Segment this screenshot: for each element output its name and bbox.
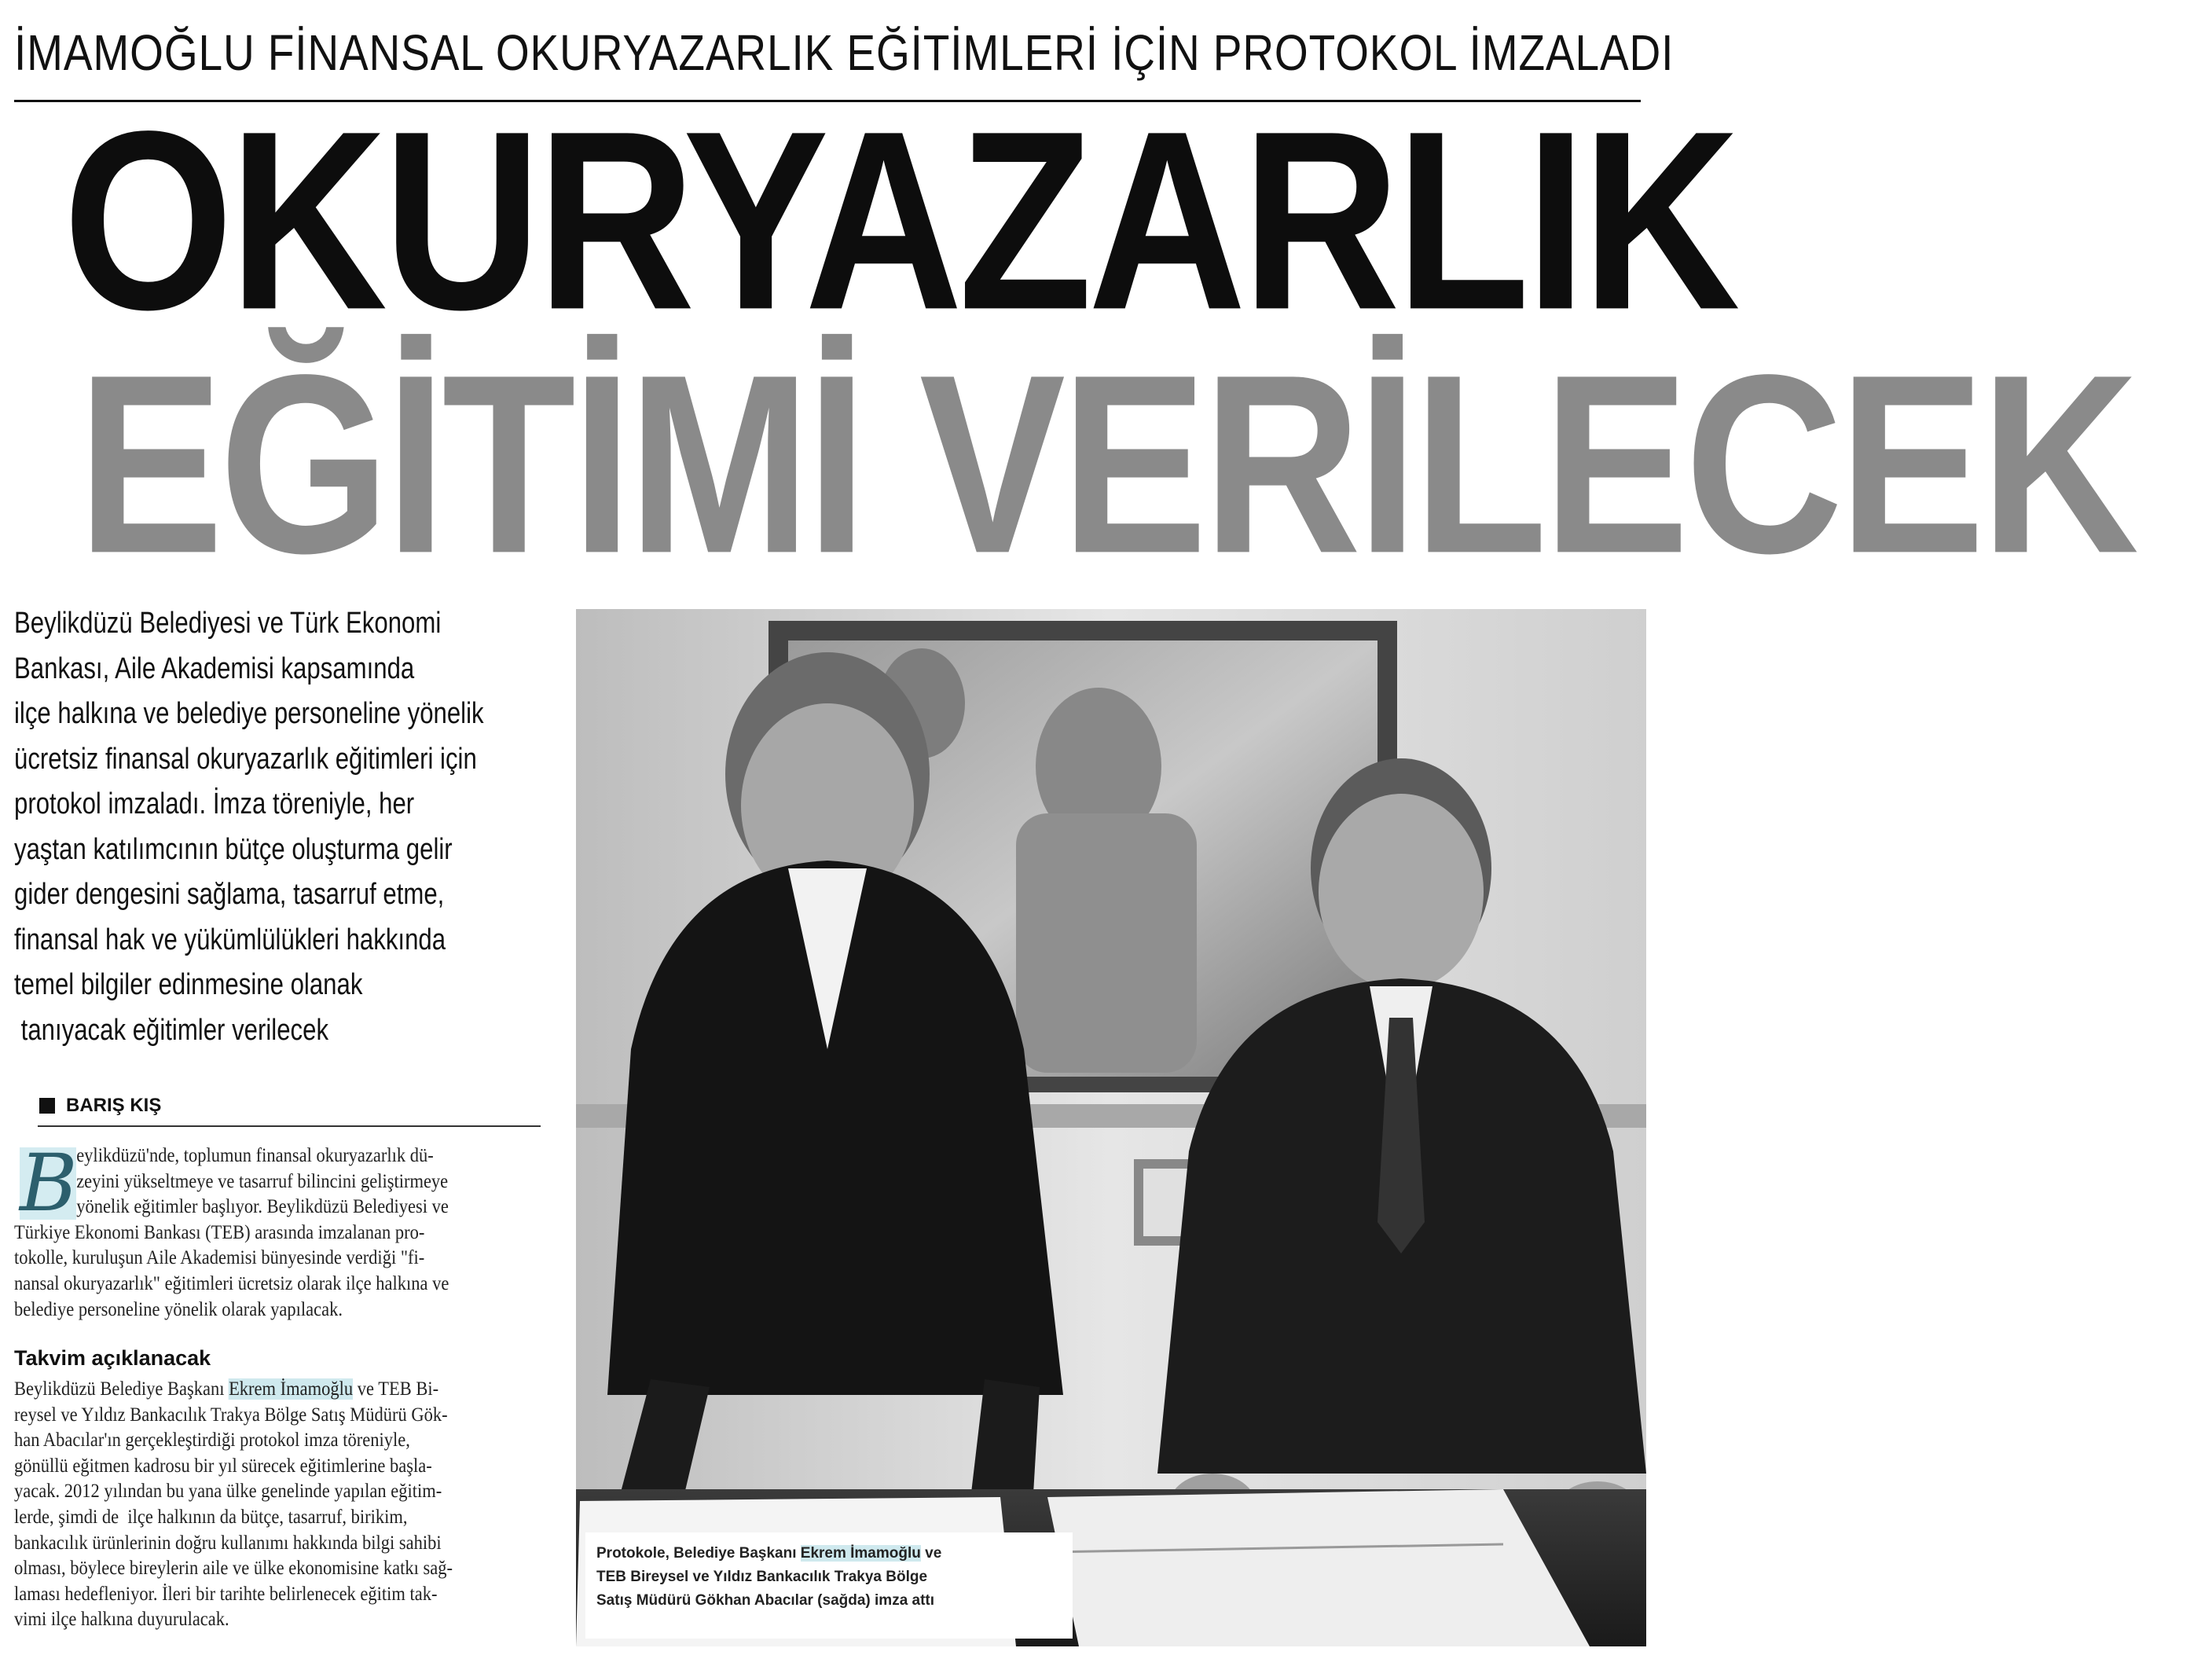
byline-square-icon bbox=[39, 1098, 55, 1114]
body-line: bankacılık ürünlerinin doğru kullanımı hakkında bilgi sahibi bbox=[14, 1532, 442, 1554]
lede-paragraph bbox=[14, 601, 548, 1053]
lede-line: finansal hak ve yükümlülükleri hakkında bbox=[14, 923, 446, 956]
body-line: zeyini yükseltmeye ve tasarruf bilincini geliştirmeye bbox=[76, 1170, 449, 1192]
body-line: vimi ilçe halkına duyurulacak. bbox=[14, 1609, 229, 1631]
headline-line-1 bbox=[0, 77, 1737, 363]
body-line: han Abacılar'ın gerçekleştirdiği protokol imza töreniyle, bbox=[14, 1430, 410, 1452]
photo-caption bbox=[585, 1532, 1073, 1639]
caption-text: Protokole, Belediye Başkanı bbox=[596, 1545, 801, 1562]
highlighted-name: Ekrem İmamoğlu bbox=[229, 1378, 354, 1400]
caption-line: Satış Müdürü Gökhan Abacılar (sağda) imza attı bbox=[596, 1592, 935, 1609]
kicker-text: İMAMOĞLU FİNANSAL OKURYAZARLIK EĞİTİMLERİ İÇİN PROTOKOL İMZALADI bbox=[14, 24, 1675, 81]
body-line: olması, böylece bireylerin aile ve ülke ekonomisine katkı sağ- bbox=[14, 1558, 453, 1580]
body-paragraph-2 bbox=[14, 1377, 548, 1633]
headline-line-2-text: EĞİTİMİ VERİLECEK bbox=[77, 321, 2135, 607]
byline-divider bbox=[38, 1125, 541, 1127]
lede-line: ilçe halkına ve belediye personeline yönelik bbox=[14, 697, 484, 730]
caption-text: ve bbox=[920, 1545, 942, 1562]
lede-line: Bankası, Aile Akademisi kapsamında bbox=[14, 651, 415, 685]
byline bbox=[39, 1088, 542, 1123]
photo-illustration bbox=[576, 609, 1646, 1646]
body-line: eylikdüzü'nde, toplumun finansal okuryazarlık dü- bbox=[76, 1145, 434, 1166]
body-line-first bbox=[14, 1377, 495, 1403]
body-line: laması hedefleniyor. İleri bir tarihte belirlenecek eğitim tak- bbox=[14, 1583, 438, 1605]
headline-line-1-text: OKURYAZARLIK bbox=[63, 77, 1737, 363]
lede-line: temel bilgiler edinmesine olanak bbox=[14, 968, 363, 1001]
body-line: nansal okuryazarlık" eğitimleri ücretsiz olarak ilçe halkına ve bbox=[14, 1272, 449, 1294]
body-text: ve TEB Bi- bbox=[353, 1378, 439, 1400]
body-line: reysel ve Yıldız Bankacılık Trakya Bölge Satış Müdürü Gök- bbox=[14, 1404, 448, 1426]
lede-line: protokol imzaladı. İmza töreniyle, her bbox=[14, 787, 415, 820]
body-line: yacak. 2012 yılından bu yana ülke genelinde yapılan eğitim- bbox=[14, 1481, 442, 1503]
drop-cap: B bbox=[20, 1137, 78, 1229]
lede-line: ücretsiz finansal okuryazarlık eğitimleri için bbox=[14, 742, 477, 776]
body-line: gönüllü eğitmen kadrosu bir yıl sürecek eğitimlerine başla- bbox=[14, 1455, 432, 1477]
lede-line: Beylikdüzü Belediyesi ve Türk Ekonomi bbox=[14, 607, 442, 640]
news-photo bbox=[576, 609, 1646, 1646]
body-paragraph-1 bbox=[14, 1137, 548, 1323]
body-line: belediye personeline yönelik olarak yapılacak. bbox=[14, 1298, 343, 1320]
caption-line: TEB Bireysel ve Yıldız Bankacılık Trakya Bölge bbox=[596, 1569, 928, 1585]
lede-line: yaştan katılımcının bütçe oluşturma gelir bbox=[14, 832, 453, 866]
headline-line-2 bbox=[0, 321, 2135, 607]
lede-line: tanıyacak eğitimler verilecek bbox=[14, 1013, 329, 1047]
body-line: Türkiye Ekonomi Bankası (TEB) arasında imzalanan pro- bbox=[14, 1221, 425, 1243]
caption-line bbox=[596, 1542, 1062, 1565]
body-line: lerde, şimdi de ilçe halkının da bütçe, tasarruf, birikim, bbox=[14, 1506, 408, 1528]
byline-author: BARIŞ KIŞ bbox=[66, 1095, 162, 1116]
body-line: tokolle, kuruluşun Aile Akademisi bünyesinde verdiği "fi- bbox=[14, 1247, 425, 1269]
body-text: Beylikdüzü Belediye Başkanı bbox=[14, 1378, 229, 1400]
subhead: Takvim açıklanacak bbox=[14, 1346, 211, 1370]
document-right bbox=[1047, 1489, 1590, 1646]
body-line: yönelik eğitimler başlıyor. Beylikdüzü Belediyesi ve bbox=[76, 1196, 449, 1218]
lede-line: gider dengesini sağlama, tasarruf etme, bbox=[14, 878, 445, 911]
caption-highlighted-name: Ekrem İmamoğlu bbox=[800, 1545, 921, 1562]
